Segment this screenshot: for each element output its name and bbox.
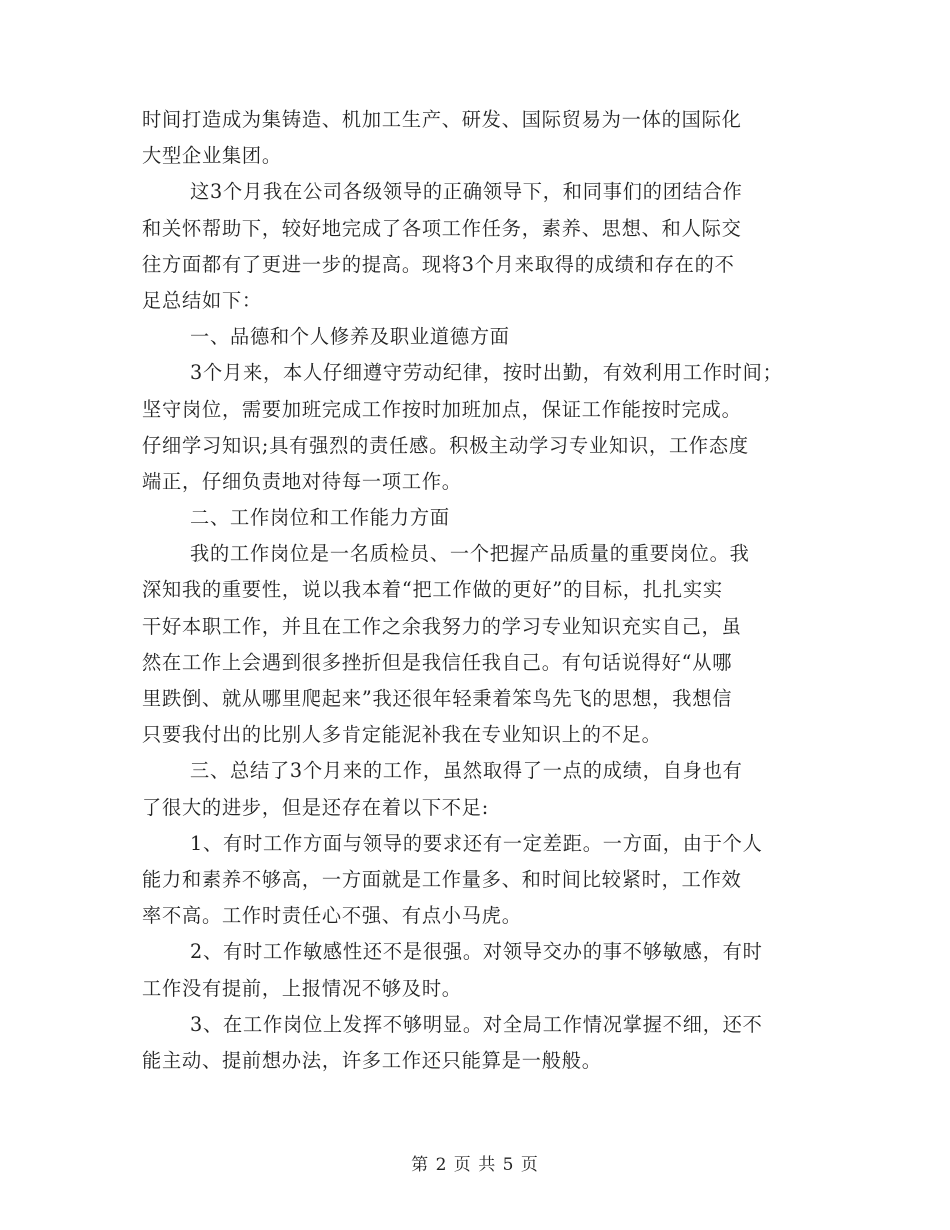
text-line: 和关怀帮助下，较好地完成了各项工作任务，素养、思想、和人际交 xyxy=(142,216,742,240)
text-line: 干好本职工作，并且在工作之余我努力的学习专业知识充实自己，虽 xyxy=(142,614,742,638)
text-line: 这3个月我在公司各级领导的正确领导下，和同事们的团结合作 xyxy=(190,180,743,204)
text-line: 往方面都有了更进一步的提高。现将3个月来取得的成绩和存在的不 xyxy=(142,252,735,276)
text-line: 端正，仔细负责地对待每一项工作。 xyxy=(142,469,462,493)
list-item-3: 3、在工作岗位上发挥不够明显。对全局工作情况掌握不细，还不 xyxy=(190,1012,763,1036)
list-item-1: 1、有时工作方面与领导的要求还有一定差距。一方面，由于个人 xyxy=(190,831,763,855)
section-heading-1: 一、品德和个人修养及职业道德方面 xyxy=(190,325,510,349)
text-line: 时间打造成为集铸造、机加工生产、研发、国际贸易为一体的国际化 xyxy=(142,108,742,131)
text-line: 3个月来，本人仔细遵守劳动纪律，按时出勤，有效利用工作时间； xyxy=(190,361,783,385)
text-line: 工作没有提前，上报情况不够及时。 xyxy=(142,976,462,1000)
page-number-footer: 第 2 页 共 5 页 xyxy=(411,1155,539,1175)
text-line: 能力和素养不够高，一方面就是工作量多、和时间比较紧时，工作效 xyxy=(142,867,742,891)
list-item-2: 2、有时工作敏感性还不是很强。对领导交办的事不够敏感，有时 xyxy=(190,940,763,964)
text-line: 只要我付出的比别人多肯定能泥补我在专业知识上的不足。 xyxy=(142,723,662,747)
text-line: 了很大的进步，但是还存在着以下不足: xyxy=(142,795,490,819)
text-line: 能主动、提前想办法，许多工作还只能算是一般般。 xyxy=(142,1048,602,1072)
text-line: 深知我的重要性，说以我本着“把工作做的更好”的目标，扎扎实实 xyxy=(142,578,723,602)
text-line: 足总结如下： xyxy=(142,288,262,312)
text-line: 大型企业集团。 xyxy=(142,144,282,168)
text-line: 我的工作岗位是一名质检员、一个把握产品质量的重要岗位。我 xyxy=(190,542,750,566)
text-line: 里跌倒、就从哪里爬起来”我还很年轻秉着笨鸟先飞的思想，我想信 xyxy=(142,687,733,710)
section-heading-3: 三、总结了3个月来的工作，虽然取得了一点的成绩，自身也有 xyxy=(190,759,743,783)
text-line: 坚守岗位，需要加班完成工作按时加班加点，保证工作能按时完成。 xyxy=(142,397,742,421)
text-line: 仔细学习知识;具有强烈的责任感。积极主动学习专业知识，工作态度 xyxy=(142,433,749,457)
body-text xyxy=(142,102,822,1079)
section-heading-2: 二、工作岗位和工作能力方面 xyxy=(190,506,450,530)
text-line: 然在工作上会遇到很多挫折但是我信任我自己。有句话说得好“从哪 xyxy=(142,650,733,674)
text-line: 率不高。工作时责任心不强、有点小马虎。 xyxy=(142,904,522,928)
